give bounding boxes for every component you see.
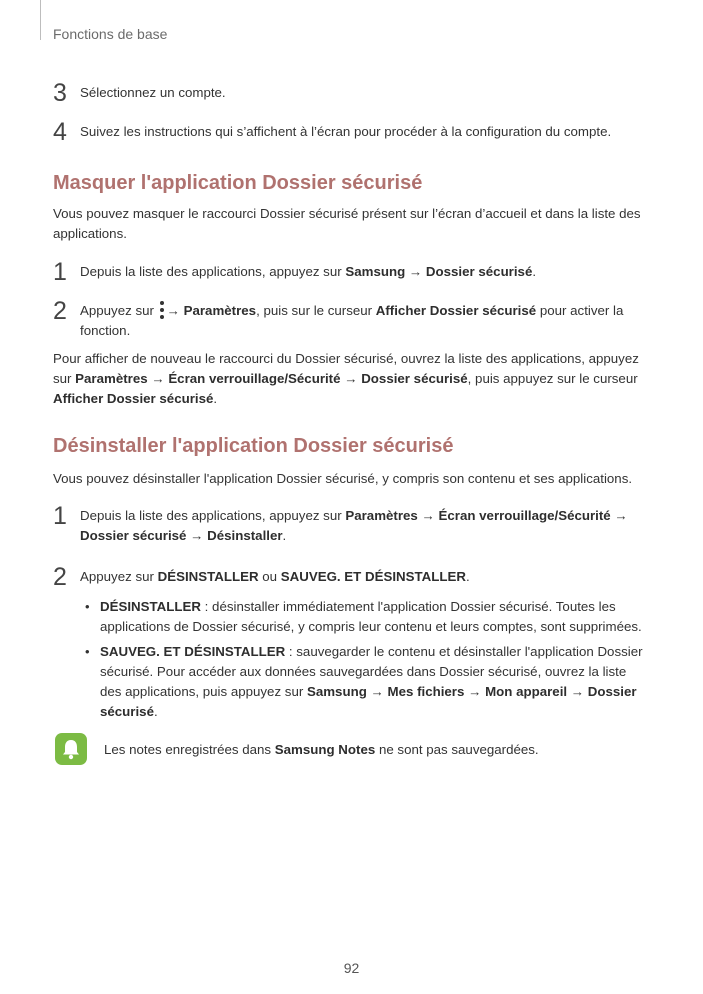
step-text: Suivez les instructions qui s’affichent à l’écran pour procéder à la configuration du compte.: [80, 124, 612, 139]
section-title-hide: Masquer l'application Dossier sécurisé: [53, 172, 423, 194]
step-number: 2: [53, 563, 67, 591]
bullet-dot: •: [85, 644, 90, 659]
section-title-uninstall: Désinstaller l'application Dossier sécurisé: [53, 435, 454, 457]
note-text: Les notes enregistrées dans Samsung Notes ne sont pas sauvegardées.: [104, 742, 539, 757]
section-paragraph: Pour afficher de nouveau le raccourci du Dossier sécurisé, ouvrez la liste des applications, appuyez sur Paramètres → Écran verrouillage/Sécurité → Dossier sécurisé, puis appuyez sur le curseur Afficher Dossier sécurisé.: [53, 351, 639, 406]
bullet-dot: •: [85, 599, 90, 614]
step-number: 1: [53, 502, 67, 530]
bullet-item: DÉSINSTALLER : désinstaller immédiatement l'application Dossier sécurisé. Toutes les applications de Dossier sécurisé, y compris leur contenu et leurs comptes, sont supprimées.: [100, 599, 642, 634]
step-text: Appuyez sur → Paramètres, puis sur le curseur Afficher Dossier sécurisé pour activer la fonction.: [80, 303, 624, 338]
step-text: Depuis la liste des applications, appuyez sur Samsung → Dossier sécurisé.: [80, 264, 537, 279]
step-text: Sélectionnez un compte.: [80, 85, 226, 100]
step-number: 2: [53, 297, 67, 325]
step-number: 1: [53, 258, 67, 286]
step-number: 4: [53, 118, 67, 146]
more-options-icon: [160, 301, 164, 319]
step-text: Appuyez sur DÉSINSTALLER ou SAUVEG. ET DÉSINSTALLER.: [80, 569, 470, 584]
step-text: Depuis la liste des applications, appuyez sur Paramètres → Écran verrouillage/Sécurité → Dossier sécurisé → Désinstaller.: [80, 508, 628, 543]
header-rule: [40, 0, 41, 40]
page-header: Fonctions de base: [53, 26, 168, 42]
section-intro: Vous pouvez désinstaller l'application Dossier sécurisé, y compris son contenu et ses applications.: [53, 471, 633, 486]
section-intro: Vous pouvez masquer le raccourci Dossier sécurisé présent sur l’écran d’accueil et dans la liste des applications.: [53, 206, 641, 241]
step-number: 3: [53, 79, 67, 107]
bullet-item: SAUVEG. ET DÉSINSTALLER : sauvegarder le contenu et désinstaller l'application Dossier sécurisé. Pour accéder aux données sauvegardées dans Dossier sécurisé, ouvrez la liste des applications, puis appuyez sur Samsung → Mes fichiers → Mon appareil → Dossier sécurisé.: [100, 644, 643, 719]
note-bell-icon: [55, 733, 87, 765]
page-number: 92: [343, 960, 360, 976]
